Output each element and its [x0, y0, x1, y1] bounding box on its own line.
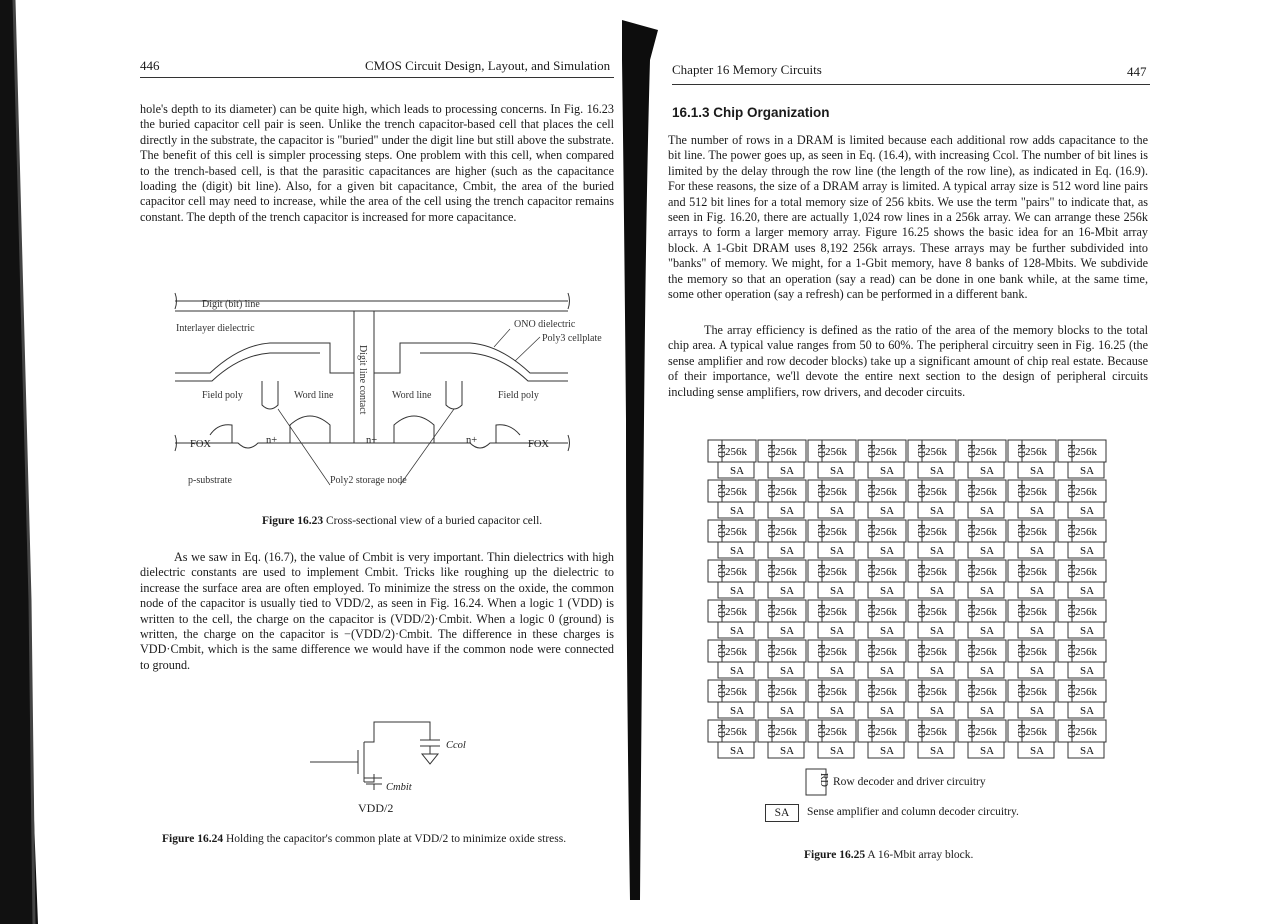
sa-label: SA	[880, 545, 895, 557]
sa-label: SA	[730, 705, 745, 717]
sa-label: SA	[780, 705, 795, 717]
rd-label: RD	[715, 644, 726, 658]
sa-label: SA	[1080, 705, 1095, 717]
memory-block-label: 256k	[725, 726, 747, 738]
legend-rd-text: Row decoder and driver circuitry	[833, 776, 986, 788]
rd-label: RD	[815, 564, 826, 578]
memory-block-label: 256k	[775, 726, 797, 738]
rd-label: RD	[715, 604, 726, 618]
legend-rd-box	[805, 768, 827, 796]
memory-block-label: 256k	[775, 486, 797, 498]
vdd2-label: VDD/2	[358, 801, 394, 815]
rd-label: RD	[765, 564, 776, 578]
memory-block-label: 256k	[775, 566, 797, 578]
rd-label: RD	[815, 644, 826, 658]
rd-label: RD	[915, 604, 926, 618]
rd-label: RD	[715, 564, 726, 578]
rd-label: RD	[865, 444, 876, 458]
memory-block-label: 256k	[775, 446, 797, 458]
sa-label: SA	[880, 705, 895, 717]
rd-label: RD	[965, 564, 976, 578]
memory-block-label: 256k	[875, 486, 897, 498]
memory-block-label: 256k	[825, 606, 847, 618]
sa-label: SA	[1030, 465, 1045, 477]
sa-label: SA	[930, 545, 945, 557]
sa-label: SA	[830, 705, 845, 717]
memory-block-label: 256k	[825, 526, 847, 538]
memory-block-label: 256k	[975, 446, 997, 458]
memory-block-label: 256k	[1075, 646, 1097, 658]
rd-label: RD	[1015, 644, 1026, 658]
sa-label: SA	[830, 665, 845, 677]
rd-label: RD	[915, 524, 926, 538]
sa-label: SA	[780, 545, 795, 557]
memory-block-label: 256k	[975, 526, 997, 538]
memory-block-label: 256k	[825, 726, 847, 738]
rd-label: RD	[915, 564, 926, 578]
memory-block-label: 256k	[1025, 526, 1047, 538]
memory-block-label: 256k	[1025, 606, 1047, 618]
figure-16-24-caption	[162, 833, 566, 845]
sa-label: SA	[1080, 665, 1095, 677]
memory-block-label: 256k	[1075, 726, 1097, 738]
memory-block-label: 256k	[1075, 486, 1097, 498]
fox-right-label: FOX	[528, 439, 550, 450]
rd-label: RD	[765, 484, 776, 498]
sa-label: SA	[980, 705, 995, 717]
sa-label: SA	[930, 745, 945, 757]
sa-label: SA	[780, 665, 795, 677]
sa-label: SA	[880, 465, 895, 477]
sa-label: SA	[730, 585, 745, 597]
n-plus-1-label: n+	[266, 435, 278, 446]
memory-block-label: 256k	[875, 566, 897, 578]
sa-label: SA	[1030, 505, 1045, 517]
sa-label: SA	[1080, 505, 1095, 517]
poly2-storage-node-label: Poly2 storage node	[330, 475, 407, 486]
left-paragraph-2: As we saw in Eq. (16.7), the value of Cmbit is very important. Thin dielectrics with high dielectric constants are used to implement Cmbit. Tricks like roughing up the dielectric to increase the surface area are often employed. To minimize the stress on the oxide, the common node of the capacitor is usually tied to VDD/2, as seen in Fig. 16.24. When a logic 1 (VDD) is written to the cell, the charge on the capacitor is (VDD/2)·Cmbit. When a logic 0 (ground) is written, the charge on the capacitor is −(VDD/2)·Cmbit. The difference in these charges is VDD·Cmbit, which is the same difference we would have if the common node were connected to ground.	[140, 550, 614, 672]
rd-label: RD	[915, 644, 926, 658]
rd-label: RD	[815, 484, 826, 498]
rd-label: RD	[1065, 684, 1076, 698]
figure-16-24-caption-text: Holding the capacitor's common plate at VDD/2 to minimize oxide stress.	[226, 833, 567, 845]
sa-label: SA	[1030, 545, 1045, 557]
memory-block-label: 256k	[925, 606, 947, 618]
sa-label: SA	[830, 585, 845, 597]
memory-block-label: 256k	[725, 486, 747, 498]
figure-16-25-array	[704, 438, 1104, 763]
sa-label: SA	[730, 545, 745, 557]
rd-label: RD	[815, 444, 826, 458]
memory-block-label: 256k	[925, 646, 947, 658]
memory-block-label: 256k	[1025, 646, 1047, 658]
memory-block-label: 256k	[925, 526, 947, 538]
memory-block-label: 256k	[1025, 566, 1047, 578]
sa-label: SA	[830, 745, 845, 757]
sa-label: SA	[1080, 545, 1095, 557]
sa-label: SA	[830, 465, 845, 477]
sa-label: SA	[980, 585, 995, 597]
sa-label: SA	[1030, 585, 1045, 597]
sa-label: SA	[830, 505, 845, 517]
figure-16-24-caption-label: Figure 16.24	[162, 833, 224, 845]
memory-block-label: 256k	[775, 686, 797, 698]
sa-label: SA	[780, 745, 795, 757]
sa-label: SA	[730, 665, 745, 677]
memory-block-label: 256k	[1075, 606, 1097, 618]
memory-block-label: 256k	[825, 646, 847, 658]
rd-label: RD	[1015, 604, 1026, 618]
rd-label: RD	[1065, 444, 1076, 458]
right-running-head: Chapter 16 Memory Circuits	[672, 62, 822, 77]
digit-line-label: Digit (bit) line	[202, 299, 260, 310]
word-line-left-label: Word line	[294, 390, 334, 401]
svg-text:RD: RD	[818, 773, 829, 787]
field-poly-left-label: Field poly	[202, 390, 243, 401]
sa-label: SA	[1080, 625, 1095, 637]
memory-block-label: 256k	[1075, 566, 1097, 578]
sa-label: SA	[1080, 585, 1095, 597]
rd-label: RD	[915, 484, 926, 498]
sa-label: SA	[980, 465, 995, 477]
sa-label: SA	[1030, 625, 1045, 637]
rd-label: RD	[915, 684, 926, 698]
memory-block-label: 256k	[925, 486, 947, 498]
memory-block-label: 256k	[875, 606, 897, 618]
memory-block-label: 256k	[1075, 446, 1097, 458]
memory-block-label: 256k	[875, 686, 897, 698]
left-running-head: CMOS Circuit Design, Layout, and Simulation	[365, 58, 611, 73]
ono-dielectric-label: ONO dielectric	[514, 319, 576, 330]
memory-block-label: 256k	[975, 566, 997, 578]
sa-label: SA	[1030, 745, 1045, 757]
interlayer-dielectric-label: Interlayer dielectric	[176, 323, 255, 334]
rd-label: RD	[815, 604, 826, 618]
p-substrate-label: p-substrate	[188, 475, 232, 486]
legend-sa-text: Sense amplifier and column decoder circuitry.	[807, 806, 1019, 818]
rd-label: RD	[1065, 564, 1076, 578]
memory-block-label: 256k	[975, 726, 997, 738]
sa-label: SA	[730, 465, 745, 477]
left-page-number: 446	[140, 58, 160, 73]
sa-label: SA	[780, 505, 795, 517]
memory-block-label: 256k	[925, 446, 947, 458]
sa-label: SA	[880, 665, 895, 677]
memory-block-label: 256k	[875, 446, 897, 458]
sa-label: SA	[830, 625, 845, 637]
memory-block-label: 256k	[875, 646, 897, 658]
rd-label: RD	[965, 604, 976, 618]
right-paragraph-2: The array efficiency is defined as the ratio of the area of the memory blocks to the total chip area. A typical value ranges from 50 to 60%. The peripheral circuitry seen in Fig. 16.25 (the sense amplifier and row decoder blocks) take up a significant amount of chip real estate. Because of their importance, we'll devote the entire next section to the design of peripheral circuits including sense amplifiers, row drivers, and decoder circuits.	[668, 323, 1148, 399]
rd-label: RD	[765, 684, 776, 698]
figure-16-25-caption-label: Figure 16.25	[804, 849, 866, 861]
memory-block-label: 256k	[925, 566, 947, 578]
figure-16-23-caption-label: Figure 16.23	[262, 515, 324, 527]
right-paragraph-1: The number of rows in a DRAM is limited because each additional row adds capacitance to the bit line. The power goes up, as seen in Eq. (16.4), with increasing Ccol. The number of bit lines is limited by the delay through the row line (the length of the row line), as indicated in Eq. (16.9). For these reasons, the size of a DRAM array is limited. A typical array size is 512 word line pairs and 512 bit lines for a total memory size of 256 kbits. We use the term "pairs" to indicate that, as seen in Fig. 16.20, there are actually 1,024 row lines in a 256k array. We can arrange these 256k arrays to form a larger memory array. Figure 16.25 shows the basic idea for an 16-Mbit array block. A 1-Gbit DRAM uses 8,192 256k arrays. These arrays may be further subdivided into "banks" of memory. We might, for a 1-Gbit memory, have 8 banks of 128-Mbits. We subdivide the memory so that an operation (say a read) can be done in one bank while, at the same time, some other operation (say a refresh) can be performed in a different bank.	[668, 133, 1148, 302]
sa-label: SA	[930, 585, 945, 597]
rd-label: RD	[765, 444, 776, 458]
digit-line-contact-label: Digit line contact	[357, 345, 368, 415]
rd-label: RD	[915, 724, 926, 738]
memory-block-label: 256k	[1075, 686, 1097, 698]
rd-label: RD	[1065, 604, 1076, 618]
n-plus-2-label: n+	[366, 435, 378, 446]
figure-16-25-caption	[804, 849, 973, 861]
sa-label: SA	[730, 505, 745, 517]
memory-block-label: 256k	[1025, 726, 1047, 738]
rd-label: RD	[815, 684, 826, 698]
rd-label: RD	[1065, 644, 1076, 658]
memory-block-label: 256k	[825, 686, 847, 698]
poly3-cellplate-label: Poly3 cellplate	[542, 333, 602, 344]
sa-label: SA	[780, 465, 795, 477]
rd-label: RD	[1065, 524, 1076, 538]
memory-block-label: 256k	[725, 526, 747, 538]
rd-label: RD	[765, 524, 776, 538]
sa-label: SA	[930, 625, 945, 637]
rd-label: RD	[815, 724, 826, 738]
rd-label: RD	[965, 684, 976, 698]
memory-block-label: 256k	[725, 606, 747, 618]
memory-block-label: 256k	[1075, 526, 1097, 538]
rd-label: RD	[865, 524, 876, 538]
legend-sa-box: SA	[765, 804, 799, 822]
sa-label: SA	[930, 465, 945, 477]
figure-16-25-caption-text: A 16-Mbit array block.	[867, 849, 974, 861]
memory-block-label: 256k	[975, 686, 997, 698]
memory-block-label: 256k	[725, 446, 747, 458]
rd-label: RD	[1015, 444, 1026, 458]
memory-block-label: 256k	[925, 726, 947, 738]
left-header-rule	[140, 77, 614, 78]
figure-16-23-caption-text: Cross-sectional view of a buried capacitor cell.	[326, 515, 543, 527]
memory-block-label: 256k	[975, 486, 997, 498]
memory-block-label: 256k	[975, 606, 997, 618]
figure-16-23-diagram	[170, 285, 610, 490]
memory-block-label: 256k	[775, 646, 797, 658]
n-plus-3-label: n+	[466, 435, 478, 446]
rd-label: RD	[715, 444, 726, 458]
rd-label: RD	[1015, 484, 1026, 498]
memory-block-label: 256k	[975, 646, 997, 658]
rd-label: RD	[965, 724, 976, 738]
rd-label: RD	[1065, 724, 1076, 738]
rd-label: RD	[965, 484, 976, 498]
sa-label: SA	[780, 625, 795, 637]
fox-left-label: FOX	[190, 439, 212, 450]
rd-label: RD	[815, 524, 826, 538]
rd-label: RD	[765, 604, 776, 618]
figure-16-23-caption	[262, 515, 542, 527]
memory-block-label: 256k	[725, 686, 747, 698]
rd-label: RD	[865, 484, 876, 498]
memory-block-label: 256k	[825, 566, 847, 578]
memory-block-label: 256k	[1025, 686, 1047, 698]
cmbit-label: Cmbit	[386, 782, 412, 793]
sa-label: SA	[730, 625, 745, 637]
sa-label: SA	[880, 625, 895, 637]
sa-label: SA	[980, 505, 995, 517]
sa-label: SA	[1030, 665, 1045, 677]
sa-label: SA	[980, 625, 995, 637]
memory-block-label: 256k	[825, 446, 847, 458]
rd-label: RD	[1015, 524, 1026, 538]
memory-block-label: 256k	[775, 606, 797, 618]
memory-block-label: 256k	[775, 526, 797, 538]
memory-block-label: 256k	[1025, 446, 1047, 458]
rd-label: RD	[865, 604, 876, 618]
sa-label: SA	[880, 745, 895, 757]
rd-label: RD	[865, 644, 876, 658]
rd-label: RD	[865, 684, 876, 698]
rd-label: RD	[965, 644, 976, 658]
figure-16-24-circuit	[300, 712, 500, 822]
sa-label: SA	[980, 545, 995, 557]
sa-label: SA	[930, 665, 945, 677]
rd-label: RD	[865, 564, 876, 578]
sa-label: SA	[1030, 705, 1045, 717]
field-poly-right-label: Field poly	[498, 390, 539, 401]
right-page-number: 447	[1127, 64, 1147, 79]
rd-label: RD	[715, 684, 726, 698]
sa-label: SA	[980, 745, 995, 757]
sa-label: SA	[880, 585, 895, 597]
memory-block-label: 256k	[725, 646, 747, 658]
rd-label: RD	[715, 724, 726, 738]
rd-label: RD	[1015, 564, 1026, 578]
sa-label: SA	[830, 545, 845, 557]
memory-block-label: 256k	[1025, 486, 1047, 498]
rd-label: RD	[1015, 684, 1026, 698]
rd-label: RD	[715, 524, 726, 538]
rd-label: RD	[765, 644, 776, 658]
sa-label: SA	[880, 505, 895, 517]
rd-label: RD	[1065, 484, 1076, 498]
rd-label: RD	[1015, 724, 1026, 738]
sa-label: SA	[930, 505, 945, 517]
section-title: 16.1.3 Chip Organization	[672, 105, 830, 120]
sa-label: SA	[980, 665, 995, 677]
rd-label: RD	[965, 524, 976, 538]
rd-label: RD	[765, 724, 776, 738]
rd-label: RD	[865, 724, 876, 738]
memory-block-label: 256k	[925, 686, 947, 698]
memory-block-label: 256k	[725, 566, 747, 578]
word-line-right-label: Word line	[392, 390, 432, 401]
ccol-label: Ccol	[446, 740, 466, 751]
sa-label: SA	[1080, 465, 1095, 477]
memory-block-label: 256k	[825, 486, 847, 498]
rd-label: RD	[965, 444, 976, 458]
memory-block-label: 256k	[875, 526, 897, 538]
left-paragraph-1: hole's depth to its diameter) can be quite high, which leads to processing concerns. In Fig. 16.23 the buried capacitor cell pair is seen. Unlike the trench capacitor-based cell that places the cell directly in the substrate, the capacitor is "buried" under the digit line but still above the substrate. The benefit of this cell is simpler processing steps. One problem with this cell, when compared to the trench-based cell, is that the parasitic capacitances are higher (such as the capacitance loading the (digit) bit line). Also, for a given bit capacitance, Cmbit, the area of the buried capacitor cell may need to increase, while the area of the cell using the trench capacitor remains constant. The depth of the trench capacitor is increased for more capacitance.	[140, 102, 614, 224]
sa-label: SA	[730, 745, 745, 757]
memory-block-label: 256k	[875, 726, 897, 738]
right-header-rule	[672, 84, 1150, 85]
sa-label: SA	[780, 585, 795, 597]
left-binding-shadow	[0, 0, 40, 924]
sa-label: SA	[1080, 745, 1095, 757]
rd-label: RD	[915, 444, 926, 458]
sa-label: SA	[930, 705, 945, 717]
rd-label: RD	[715, 484, 726, 498]
